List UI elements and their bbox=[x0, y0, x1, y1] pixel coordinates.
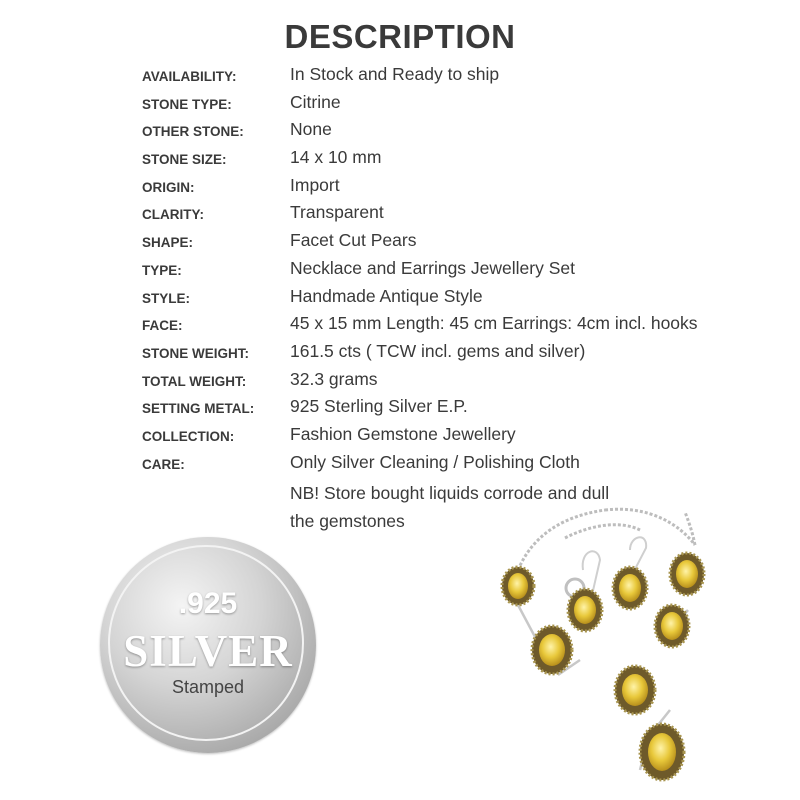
spec-value: 161.5 cts ( TCW incl. gems and silver) bbox=[290, 340, 586, 361]
spec-row-shape bbox=[142, 230, 792, 258]
gem-1 bbox=[502, 567, 534, 605]
spec-value: 32.3 grams bbox=[290, 368, 378, 389]
spec-row-other-stone bbox=[142, 119, 792, 147]
spec-row-stone-weight bbox=[142, 341, 792, 369]
care-note-line-1: NB! Store bought liquids corrode and dull bbox=[290, 483, 610, 503]
page-title: DESCRIPTION bbox=[284, 18, 516, 55]
spec-value: None bbox=[290, 119, 332, 140]
gem-6 bbox=[532, 626, 572, 674]
spec-value: Citrine bbox=[290, 91, 341, 112]
spec-row-care bbox=[142, 452, 792, 480]
spec-row-collection bbox=[142, 424, 792, 452]
spec-row-total-weight bbox=[142, 369, 792, 397]
spec-label: OTHER STONE: bbox=[142, 124, 244, 140]
spec-row-setting-metal bbox=[142, 396, 792, 424]
spec-label: CARE: bbox=[142, 456, 185, 472]
spec-label: TOTAL WEIGHT: bbox=[142, 373, 247, 389]
spec-label: CLARITY: bbox=[142, 207, 204, 223]
badge-silver-text: SILVER bbox=[123, 626, 293, 676]
gem-5 bbox=[655, 605, 689, 647]
spec-row-stone-type bbox=[142, 92, 792, 120]
spec-value: Only Silver Cleaning / Polishing Cloth bbox=[290, 451, 580, 472]
badge-stamped-text: Stamped bbox=[171, 677, 245, 697]
spec-value: 14 x 10 mm bbox=[290, 147, 382, 168]
spec-value: Handmade Antique Style bbox=[290, 285, 483, 306]
spec-row-face bbox=[142, 313, 792, 341]
spec-label: FACE: bbox=[142, 318, 183, 334]
spec-list bbox=[142, 64, 792, 479]
silver-stamp-badge bbox=[100, 537, 316, 753]
spec-value: 925 Sterling Silver E.P. bbox=[290, 396, 468, 417]
spec-value: 45 x 15 mm Length: 45 cm Earrings: 4cm incl. hooks bbox=[290, 313, 698, 334]
spec-value: Fashion Gemstone Jewellery bbox=[290, 423, 516, 444]
spec-label: SETTING METAL: bbox=[142, 401, 255, 417]
spec-value: Import bbox=[290, 174, 340, 195]
spec-row-availability bbox=[142, 64, 792, 92]
spec-label: TYPE: bbox=[142, 262, 182, 278]
spec-value: Transparent bbox=[290, 202, 384, 223]
gem-2 bbox=[568, 589, 602, 631]
care-note-line-2: the gemstones bbox=[290, 511, 405, 531]
spec-row-origin bbox=[142, 175, 792, 203]
spec-label: STONE SIZE: bbox=[142, 152, 227, 168]
spec-value: In Stock and Ready to ship bbox=[290, 64, 500, 84]
spec-label: STYLE: bbox=[142, 290, 191, 306]
spec-value: Necklace and Earrings Jewellery Set bbox=[290, 257, 575, 278]
gem-8 bbox=[640, 724, 684, 780]
spec-label: SHAPE: bbox=[142, 235, 194, 251]
spec-label: COLLECTION: bbox=[142, 428, 235, 444]
chain bbox=[518, 509, 695, 570]
badge-purity: .925 bbox=[178, 587, 238, 620]
spec-label: ORIGIN: bbox=[142, 179, 195, 195]
spec-row-type bbox=[142, 258, 792, 286]
spec-value: Facet Cut Pears bbox=[290, 230, 417, 251]
spec-label: AVAILABILITY: bbox=[142, 69, 237, 84]
gem-3 bbox=[613, 567, 647, 609]
spec-label: STONE WEIGHT: bbox=[142, 345, 250, 361]
spec-row-stone-size bbox=[142, 147, 792, 175]
spec-row-clarity bbox=[142, 202, 792, 230]
spec-label: STONE TYPE: bbox=[142, 96, 232, 112]
spec-row-style bbox=[142, 286, 792, 314]
gem-7 bbox=[615, 666, 655, 714]
necklace-earrings-image bbox=[480, 500, 800, 800]
gem-4 bbox=[670, 553, 704, 595]
